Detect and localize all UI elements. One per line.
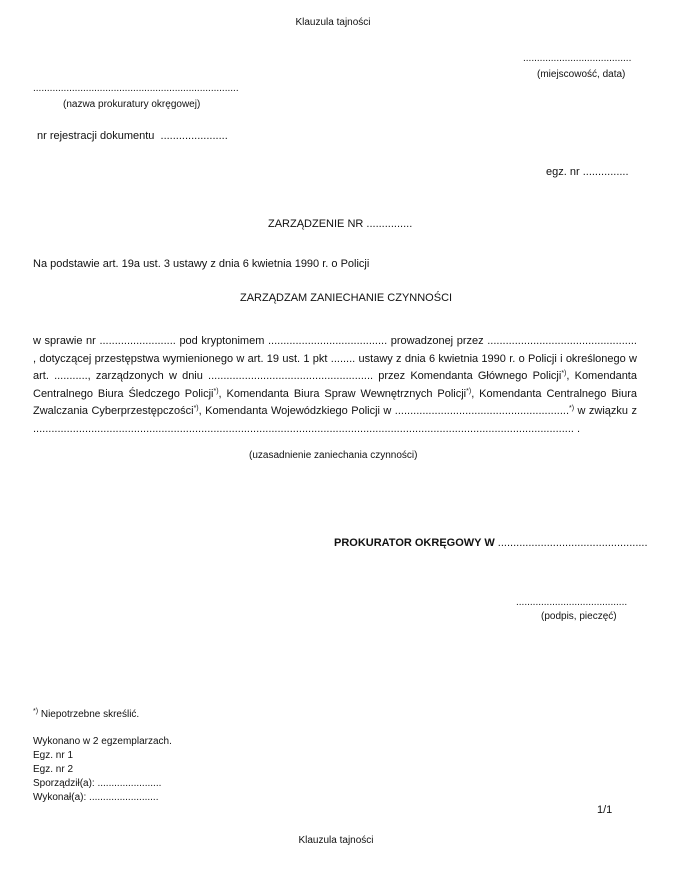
prepared-by: Sporządził(a): ....................... <box>33 778 162 789</box>
signatory-dots: ................................................. <box>497 537 648 549</box>
body-text-6: w związku z ................................................................................................................................................................................. . <box>33 405 637 435</box>
signatory <box>334 537 648 549</box>
footnote-ref: *) <box>466 387 472 395</box>
copy-1: Egz. nr 1 <box>33 750 74 761</box>
footnote-ref: *) <box>193 405 199 412</box>
order-body <box>33 333 637 438</box>
executed-by: Wykonał(a): ......................... <box>33 792 159 803</box>
body-text-5: , Komendanta Wojewódzkiego Policji w ......................................................... <box>198 405 570 417</box>
copy-number <box>546 166 629 178</box>
prosecutor-office-field: .......................................................................... <box>33 83 239 94</box>
footnote-ref: *) <box>561 370 567 377</box>
order-heading: ZARZĄDZAM ZANIECHANIE CZYNNOŚCI <box>240 292 453 304</box>
page-number: 1/1 <box>597 804 613 816</box>
footnote-mark: *) <box>33 708 39 715</box>
copy-number-dots: ............... <box>582 166 629 178</box>
place-date-field: ....................................... <box>523 53 632 64</box>
classification-header: Klauzula tajności <box>295 17 371 28</box>
document-title-text: ZARZĄDZENIE NR <box>268 218 364 230</box>
copy-2: Egz. nr 2 <box>33 764 74 775</box>
prosecutor-office-label: (nazwa prokuratury okręgowej) <box>63 99 201 110</box>
footnote-ref: *) <box>213 387 219 395</box>
copy-number-label: egz. nr <box>546 166 580 178</box>
footnote-ref: *) <box>569 405 575 412</box>
body-text-4: , Komendanta Centralnego Biura Zwalczania Cyberprzestępczości <box>33 387 637 417</box>
body-text-2: , Komendanta Centralnego Biura Śledczego Policji <box>33 370 637 400</box>
classification-footer: Klauzula tajności <box>298 835 374 846</box>
copies-made: Wykonano w 2 egzemplarzach. <box>33 736 172 747</box>
registration-number <box>37 130 228 142</box>
signatory-title: PROKURATOR OKRĘGOWY W <box>334 537 495 549</box>
body-text-1: w sprawie nr ......................... pod kryptonimem ....................................... prowadzonej przez ................................................. , dotyczącej przestępstwa wymienionego w art. 19 ust. 1 pkt ........ ustawy z dnia 6 kwietnia 1990 r. o Policji i określonego w art. ..........., zarządzonych w dniu ...................................................... przez Komendanta Głównego Policji <box>33 335 637 382</box>
place-date-label: (miejscowość, data) <box>537 69 626 80</box>
body-text-3: , Komendanta Biura Spraw Wewnętrznych Policji <box>218 387 467 400</box>
registration-dots: ...................... <box>160 130 228 142</box>
registration-label: nr rejestracji dokumentu <box>37 130 155 142</box>
footnote-text: Niepotrzebne skreślić. <box>38 709 140 720</box>
footnote <box>33 709 139 720</box>
document-title <box>268 218 412 230</box>
signature-field: ........................................ <box>516 597 628 608</box>
legal-basis: Na podstawie art. 19a ust. 3 ustawy z dnia 6 kwietnia 1990 r. o Policji <box>33 258 370 270</box>
signature-label: (podpis, pieczęć) <box>541 611 617 622</box>
justification-label: (uzasadnienie zaniechania czynności) <box>249 450 418 461</box>
document-title-dots: ............... <box>366 218 413 230</box>
